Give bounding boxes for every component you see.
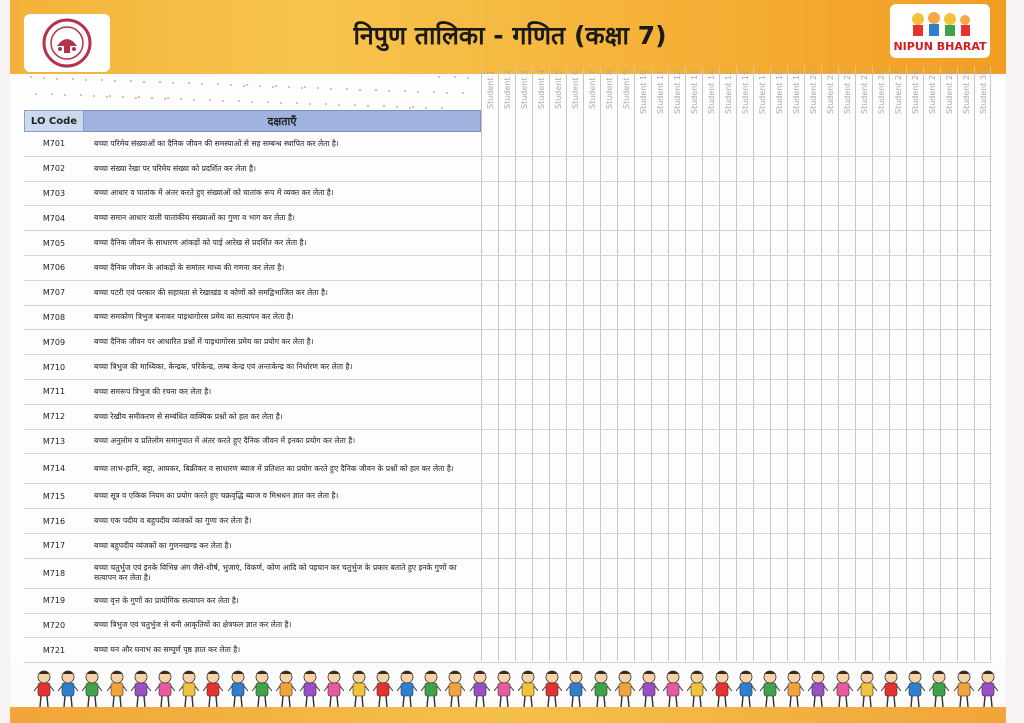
page [10, 0, 1006, 723]
kid-figure-icon [397, 669, 417, 709]
speck [388, 90, 390, 92]
speck [367, 105, 369, 107]
student-label: Student 10 [639, 70, 648, 115]
lo-code: M709 [42, 337, 66, 347]
lo-code: M710 [42, 362, 66, 372]
up-govt-emblem-icon [42, 18, 92, 68]
lo-code: M721 [42, 645, 66, 655]
speck [201, 83, 203, 85]
table-header [24, 110, 481, 132]
table-row [24, 306, 992, 331]
student-label: Student 3 [520, 70, 529, 110]
kid-figure-icon [881, 669, 901, 709]
speck [325, 103, 327, 105]
speck [409, 107, 411, 109]
kid-figure-icon [784, 669, 804, 709]
speck [209, 99, 211, 101]
speck [425, 107, 427, 109]
speck [251, 101, 253, 103]
skill-text: बच्चा बहुपदीय व्यंजकों का गुणनखण्ड कर लेता है। [94, 540, 232, 550]
kid-figure-icon [518, 669, 538, 709]
skill-text: बच्चा रेखीय समीकरण से सम्बंधित वाक्यिक प्रश्नों को हल कर लेता है। [94, 411, 283, 421]
student-label: Student 2 [503, 70, 512, 110]
skill-text: बच्चा वृत्त के गुणों का प्रायोगिक सत्यापन कर लेता है। [94, 595, 239, 605]
table-row [24, 430, 992, 455]
kid-figure-icon [712, 669, 732, 709]
skill-text: बच्चा दैनिक जीवन के आंकड़ों के समांतर माध्य की गणना कर लेता है। [94, 262, 285, 272]
skill-text: बच्चा घन और घनाभ का सम्पूर्ण पृष्ठ ज्ञात कर लेता है। [94, 645, 241, 655]
student-label: Student 27 [928, 70, 937, 115]
kid-figure-icon [615, 669, 635, 709]
lo-code: M717 [42, 541, 66, 551]
skill-text: बच्चा संख्या रेखा पर परिमेय संख्या को प्रदर्शित कर लेता है। [94, 163, 256, 173]
student-label: Student 21 [826, 70, 835, 115]
speck [164, 98, 166, 100]
student-label: Student 18 [775, 70, 784, 115]
student-label: Student 14 [707, 70, 716, 115]
table-row [24, 484, 992, 509]
kid-figure-icon [687, 669, 707, 709]
kid-figure-icon [276, 669, 296, 709]
kid-figure-icon [349, 669, 369, 709]
footer-kids-border [10, 663, 1006, 723]
skill-text: बच्चा सूत्र व एकिक नियम का प्रयोग करते हुए चक्रवृद्धि ब्याज व मिश्रधन ज्ञात कर लेता है। [94, 491, 339, 501]
kid-figure-icon [131, 669, 151, 709]
lo-code: M704 [42, 213, 66, 223]
table-row [24, 454, 992, 484]
kid-figure-icon [591, 669, 611, 709]
speck [383, 105, 385, 107]
speck [441, 107, 443, 109]
lo-code: M707 [42, 288, 66, 298]
skill-text: बच्चा त्रिभुज एवं चतुर्भुज से बनी आकृतियों का क्षेत्रफल ज्ञात कर लेता है। [94, 620, 292, 630]
skill-text: बच्चा दैनिक जीवन पर आधारित प्रश्नों में पाइथागोरस प्रमेय का प्रयोग कर लेता है। [94, 337, 314, 347]
student-label: Student 7 [588, 70, 597, 110]
speck [222, 100, 224, 102]
speck [454, 76, 456, 78]
speck [317, 87, 319, 89]
kid-figure-icon [760, 669, 780, 709]
speck [85, 79, 87, 81]
student-label: Student 22 [843, 70, 852, 115]
kid-figure-icon [978, 669, 998, 709]
table-row [24, 157, 992, 182]
lo-code: M711 [42, 387, 66, 397]
speck [267, 101, 269, 103]
table-row [24, 182, 992, 207]
student-label: Student 23 [860, 70, 869, 115]
speck [238, 100, 240, 102]
student-label: Student 29 [962, 70, 971, 115]
table-row [24, 559, 992, 589]
speck [64, 94, 66, 96]
speck [193, 99, 195, 101]
student-label: Student 15 [724, 70, 733, 115]
table-row [24, 355, 992, 380]
speck [122, 96, 124, 98]
table-row [24, 589, 992, 614]
speck [446, 92, 448, 94]
kid-figure-icon [905, 669, 925, 709]
speck [417, 91, 419, 93]
kid-figure-icon [542, 669, 562, 709]
speck [346, 88, 348, 90]
lo-code: M714 [42, 464, 66, 474]
kid-figure-icon [808, 669, 828, 709]
student-label: Student 20 [809, 70, 818, 115]
student-label: Student 11 [656, 70, 665, 115]
speck [375, 89, 377, 91]
nipun-kids-icon [904, 10, 976, 40]
kid-figure-icon [470, 669, 490, 709]
speck [151, 97, 153, 99]
kid-figure-icon [155, 669, 175, 709]
speck [93, 95, 95, 97]
kid-figure-icon [421, 669, 441, 709]
speck [172, 82, 174, 84]
speck [396, 106, 398, 108]
lo-code: M701 [42, 139, 66, 149]
kid-figure-icon [107, 669, 127, 709]
speck [359, 89, 361, 91]
lo-code: M708 [42, 312, 66, 322]
table-body [24, 132, 992, 663]
kid-figure-icon [82, 669, 102, 709]
kid-figure-icon [639, 669, 659, 709]
speck [296, 102, 298, 104]
table-row [24, 638, 992, 663]
lo-code-header: LO Code [24, 110, 84, 132]
speck [135, 97, 137, 99]
table-row [24, 380, 992, 405]
speck [304, 86, 306, 88]
kid-figure-icon [857, 669, 877, 709]
skill-text: बच्चा पटरी एवं परकार की सहायता से रेखाखंड व कोणों को समद्विभाजित कर लेता है। [94, 287, 328, 297]
skill-text: बच्चा दैनिक जीवन के साधारण आंकड़ों को पाई आरेख से प्रदर्शित कर लेता है। [94, 237, 307, 247]
student-label: Student 17 [758, 70, 767, 115]
speck [338, 104, 340, 106]
kid-figure-icon [663, 669, 683, 709]
speck [462, 92, 464, 94]
kid-figure-icon [228, 669, 248, 709]
speck [275, 85, 277, 87]
speck [143, 81, 145, 83]
nipun-bharat-logo [890, 4, 990, 58]
speck [109, 95, 111, 97]
table-row [24, 509, 992, 534]
speck [246, 84, 248, 86]
table-row [24, 330, 992, 355]
student-label: Student 30 [979, 70, 988, 115]
lo-code: M702 [42, 164, 66, 174]
speck [412, 106, 414, 108]
table-row [24, 614, 992, 639]
speck [243, 85, 245, 87]
student-label: Student 1 [486, 70, 495, 110]
table-row [24, 206, 992, 231]
lo-code: M716 [42, 516, 66, 526]
student-label: Student 5 [554, 70, 563, 110]
speck [467, 77, 469, 79]
skill-text: बच्चा लाभ-हानि, बट्टा, आयकर, बिक्रीकर व साधारण ब्याज में प्रतिशत का प्रयोग करते हुए दैनिक जीवन के प्रश्नों को हल कर लेता है। [94, 463, 454, 473]
kid-figure-icon [203, 669, 223, 709]
lo-code: M719 [42, 596, 66, 606]
table-row [24, 405, 992, 430]
kid-figure-icon [494, 669, 514, 709]
skill-text: बच्चा त्रिभुज की माध्यिका, केन्द्रक, परिकेन्द्र, लम्ब केन्द्र एवं अन्तःकेन्द्र का निर्धारण कर लेता है। [94, 361, 353, 371]
speck [188, 82, 190, 84]
student-label: Student 19 [792, 70, 801, 115]
skill-text: बच्चा आधार व घातांक में अंतर करते हुए संख्याओं को घातांक रूप में व्यक्त कर लेता है। [94, 188, 334, 198]
speck [80, 94, 82, 96]
student-label: Student 13 [690, 70, 699, 115]
kid-figure-icon [736, 669, 756, 709]
lo-code: M713 [42, 436, 66, 446]
speck [180, 98, 182, 100]
kid-figure-icon [566, 669, 586, 709]
kid-figure-icon [954, 669, 974, 709]
student-label: Student 26 [911, 70, 920, 115]
lo-code: M720 [42, 620, 66, 630]
lo-code: M712 [42, 412, 66, 422]
speck [230, 84, 232, 86]
kid-figure-icon [34, 669, 54, 709]
speck [288, 86, 290, 88]
speck [106, 96, 108, 98]
footer-band [10, 707, 1006, 723]
speck [217, 83, 219, 85]
speck [433, 91, 435, 93]
speck [280, 102, 282, 104]
up-govt-logo [24, 14, 110, 72]
speck [301, 87, 303, 89]
student-label: Student 8 [605, 70, 614, 110]
skill-text: बच्चा एक पदीय व बहुपदीय व्यंजकों का गुणा कर लेता है। [94, 515, 252, 525]
speck [56, 78, 58, 80]
speck [72, 78, 74, 80]
student-label: Student 6 [571, 70, 580, 110]
speck [114, 80, 116, 82]
student-label: Student 9 [622, 70, 631, 110]
speck [404, 90, 406, 92]
speck [354, 104, 356, 106]
student-label: Student 24 [877, 70, 886, 115]
speck [35, 93, 37, 95]
page-title: निपुण तालिका - गणित (कक्षा 7) [353, 21, 667, 50]
kid-figure-icon [833, 669, 853, 709]
speck [101, 79, 103, 81]
kid-figure-icon [445, 669, 465, 709]
kid-figure-icon [373, 669, 393, 709]
speck [259, 85, 261, 87]
lo-code: M706 [42, 263, 66, 273]
speck [30, 76, 32, 78]
speck [330, 88, 332, 90]
speck [43, 77, 45, 79]
lo-code: M718 [42, 568, 66, 578]
skill-text: बच्चा समान आधार वाली घातांकीय संख्याओं का गुणा व भाग कर लेता है। [94, 213, 295, 223]
lo-code: M705 [42, 238, 66, 248]
lo-code: M703 [42, 188, 66, 198]
speck [159, 81, 161, 83]
skill-text: बच्चा परिमेय संख्याओं का दैनिक जीवन की समस्याओं से सह सम्बन्ध स्थापित कर लेता है। [94, 138, 339, 148]
kid-figure-icon [252, 669, 272, 709]
kid-figure-icon [179, 669, 199, 709]
speck [130, 80, 132, 82]
speck [167, 97, 169, 99]
speck [51, 93, 53, 95]
student-label: Student 12 [673, 70, 682, 115]
skill-text: बच्चा अनुलोम व प्रतिलोम समानुपात में अंतर करते हुए दैनिक जीवन में इनका प्रयोग कर लेता है। [94, 436, 356, 446]
kid-figure-icon [300, 669, 320, 709]
table-row [24, 281, 992, 306]
skill-header: दक्षताएँ [84, 110, 481, 132]
kid-figure-icon [324, 669, 344, 709]
student-label: Student 16 [741, 70, 750, 115]
speck [272, 86, 274, 88]
student-label: Student 25 [894, 70, 903, 115]
skill-text: बच्चा समकोण त्रिभुज बनाकर पाइथागोरस प्रमेय का सत्यापन कर लेता है। [94, 312, 294, 322]
header-bar [10, 0, 1006, 74]
nipun-logo-text: NIPUN BHARAT [893, 40, 987, 53]
student-label: Student 28 [945, 70, 954, 115]
table-row [24, 534, 992, 559]
table-row [24, 256, 992, 281]
speck [438, 76, 440, 78]
speck [309, 103, 311, 105]
skill-text: बच्चा चतुर्भुज एवं इनके विभिन्न अंग जैसे-शीर्ष, भुजाएं, विकर्ण, कोण आदि को पहचान कर चतुर्भुज के प्रकार बताते हुए इनके गुणों का सत्यापन कर लेता है। [94, 563, 457, 583]
kid-figure-icon [58, 669, 78, 709]
table-row [24, 132, 992, 157]
student-label: Student 4 [537, 70, 546, 110]
speck [138, 96, 140, 98]
table-row [24, 231, 992, 256]
skill-text: बच्चा समरूप त्रिभुज की रचना कर लेता है। [94, 386, 212, 396]
kid-figure-icon [929, 669, 949, 709]
lo-code: M715 [42, 491, 66, 501]
